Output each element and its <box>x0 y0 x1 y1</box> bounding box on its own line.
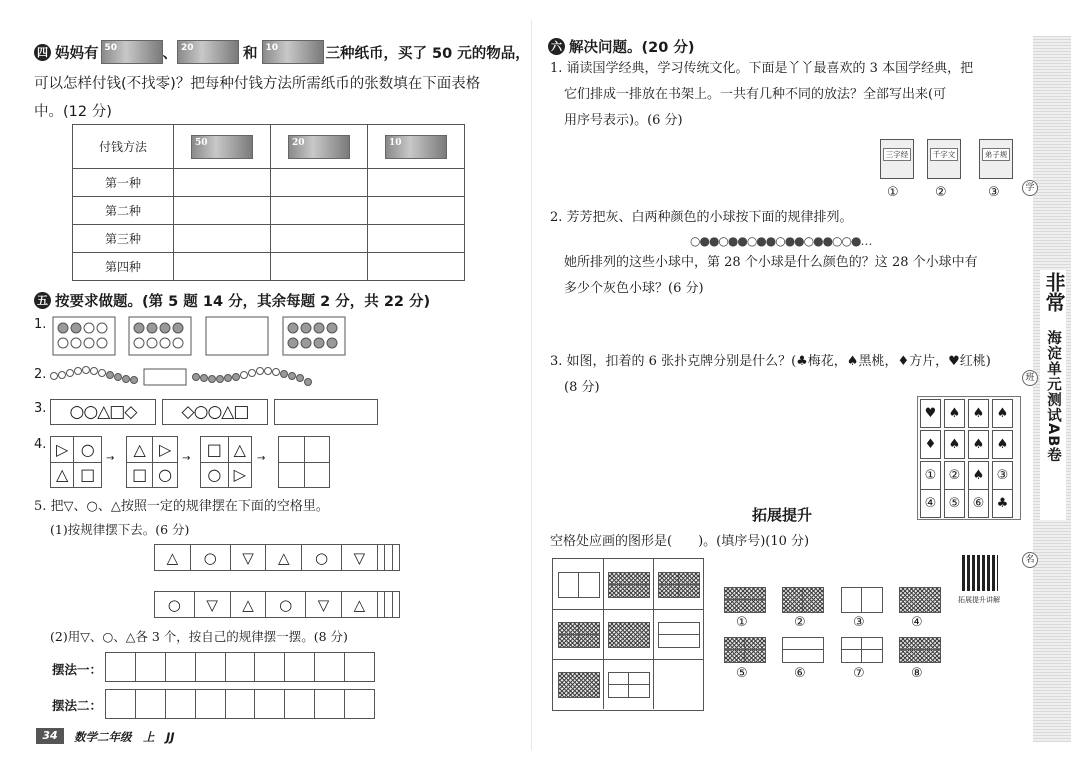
table-row-label: 第一种 <box>73 169 174 197</box>
book-dizigui <box>979 139 1013 179</box>
pattern-cell: △ <box>155 545 191 571</box>
table-header-method: 付钱方法 <box>73 125 174 169</box>
puzzle-grid <box>552 558 704 711</box>
q4-shape: ▷ <box>153 437 178 463</box>
option-6-pattern[interactable] <box>782 637 824 663</box>
option-7-label: ⑦ <box>853 666 865 681</box>
pattern-cell: ▽ <box>306 592 342 618</box>
option-5-pattern[interactable] <box>724 637 766 663</box>
puzzle-cell <box>653 609 703 660</box>
q4-shape: ○ <box>74 437 102 463</box>
q4-grid-a <box>50 436 102 488</box>
table-header-50 <box>174 125 271 169</box>
q2-bead-chain <box>48 362 318 392</box>
bill-20-icon: 20 <box>288 135 350 159</box>
way1-label: 摆法一： <box>52 662 103 677</box>
pattern-plain <box>608 672 650 698</box>
q4-shape: ○ <box>153 462 178 488</box>
option-8-label: ⑧ <box>911 666 923 681</box>
book-title: 三字经 <box>883 148 911 161</box>
puzzle-cell <box>603 559 654 610</box>
section-4-badge: 四 <box>34 44 51 61</box>
arrow-icon: → <box>257 453 266 464</box>
puzzle-cell <box>603 659 654 709</box>
q5a-row-1 <box>154 544 400 571</box>
bill-50-icon: 50 <box>101 40 163 64</box>
puzzle-cell <box>553 659 604 709</box>
q5b-text: (2)用▽、○、△各 3 个，按自己的规律摆一摆。(8 分) <box>50 629 348 644</box>
pattern-answer-cell[interactable] <box>377 545 384 571</box>
bill-10-icon: 10 <box>262 40 324 64</box>
pattern-crosshatch <box>658 572 700 598</box>
puzzle-answer-cell[interactable] <box>653 659 703 709</box>
option-4-label: ④ <box>911 615 923 630</box>
book-number: ③ <box>988 185 1000 200</box>
qr-label: 拓展提升讲解 <box>958 596 1000 604</box>
book-number: ② <box>935 185 947 200</box>
card-facedown: ④ <box>920 489 941 518</box>
answer-cell[interactable] <box>368 197 465 225</box>
q3-number: 3. <box>34 401 47 416</box>
q4-shape: ▷ <box>228 462 251 488</box>
pattern-cell: ▽ <box>194 592 230 618</box>
q4-shape: ▷ <box>51 437 74 463</box>
option-5-label: ⑤ <box>736 666 748 681</box>
problem-3-line1: 3. 如图，扣着的 6 张扑克牌分别是什么？(♣梅花，♠黑桃，♦方片，♥红桃) <box>550 354 991 369</box>
binding-mark: 名 <box>1022 552 1038 568</box>
q4-grid-b <box>126 436 178 488</box>
table-row-label: 第二种 <box>73 197 174 225</box>
q3-answer-box[interactable] <box>274 399 378 425</box>
section-5-title <box>34 290 430 311</box>
problem-2-body <box>564 250 978 302</box>
option-1-pattern[interactable] <box>724 587 766 613</box>
card-facedown: ⑥ <box>968 489 989 518</box>
bill-20-icon: 20 <box>177 40 239 64</box>
card-spade: ♠ <box>992 430 1013 459</box>
option-2-pattern[interactable] <box>782 587 824 613</box>
section-6-title <box>548 36 694 57</box>
q4-grid-c <box>200 436 252 488</box>
answer-cell[interactable] <box>368 225 465 253</box>
answer-cell[interactable] <box>271 169 368 197</box>
table-row-label: 第四种 <box>73 253 174 281</box>
book-title: 弟子规 <box>982 148 1010 161</box>
card-facedown: ① <box>920 461 941 490</box>
q4-answer-grid[interactable] <box>278 436 330 488</box>
option-8-pattern[interactable] <box>899 637 941 663</box>
bill-10-icon: 10 <box>385 135 447 159</box>
qr-code-icon[interactable] <box>962 555 998 591</box>
problem-2 <box>550 205 853 231</box>
option-1-label: ① <box>736 615 748 630</box>
q4-shape: △ <box>228 437 251 463</box>
pattern-crosshatch <box>558 672 600 698</box>
q4-shape: □ <box>127 462 153 488</box>
card-spade: ♠ <box>992 399 1013 428</box>
q4-shape: △ <box>127 437 153 463</box>
problem-1 <box>550 56 973 134</box>
book-title: 千字文 <box>930 148 958 161</box>
answer-cell[interactable] <box>368 169 465 197</box>
puzzle-cell <box>553 559 604 610</box>
section-4-line3: 中。(12 分) <box>34 104 112 120</box>
extension-question: 空格处应画的图形是( )。(填序号)(10 分) <box>550 534 810 549</box>
pattern-answer-cell[interactable] <box>385 545 392 571</box>
q2-number: 2. <box>34 367 47 382</box>
series-title: 海淀单元测试AB卷 <box>1045 330 1061 463</box>
section-6-badge: 六 <box>548 38 565 55</box>
section-4-line2: 可以怎样付钱(不找零)？把每种付钱方法所需纸币的张数填在下面表格 <box>34 76 481 92</box>
q1-number: 1. <box>34 317 47 332</box>
pattern-cell: ▽ <box>230 545 266 571</box>
problem-3-line2: (8 分) <box>564 380 600 395</box>
separator: 、 <box>162 45 177 62</box>
way2-row[interactable] <box>105 689 375 719</box>
problem-1-line2: 它们排成一排放在书架上。一共有几种不同的放法？全部写出来(可 <box>564 87 947 102</box>
q1-dot-pattern <box>52 316 392 358</box>
pattern-cell: △ <box>266 545 302 571</box>
problem-1-line3: 用序号表示)。(6 分) <box>564 113 683 128</box>
problem-1-line1: 1. 诵读国学经典，学习传统文化。下面是丫丫最喜欢的 3 本国学经典，把 <box>550 61 974 76</box>
option-4-pattern[interactable] <box>899 587 941 613</box>
book-sanzijing <box>880 139 914 179</box>
card-spade: ♠ <box>968 399 989 428</box>
puzzle-cell <box>553 609 604 660</box>
option-3-label: ③ <box>853 615 865 630</box>
option-3-pattern[interactable] <box>841 587 883 613</box>
q5a-text: (1)按规律摆下去。(6 分) <box>50 522 190 537</box>
pattern-cell: ○ <box>155 592 195 618</box>
pattern-cell: △ <box>230 592 266 618</box>
q3-shape-group-a: ○○△□◇ <box>50 399 156 425</box>
answer-cell[interactable] <box>271 197 368 225</box>
pattern-cell: ○ <box>266 592 306 618</box>
q3-shape-group-b: ◇○○△□ <box>162 399 268 425</box>
q4-shape: ○ <box>201 462 229 488</box>
answer-cell[interactable] <box>174 225 271 253</box>
pattern-cell: ▽ <box>341 545 377 571</box>
pattern-answer-cell[interactable] <box>377 592 384 618</box>
answer-cell[interactable] <box>271 225 368 253</box>
puzzle-cell <box>603 609 654 660</box>
q4-number: 4. <box>34 437 47 452</box>
answer-cell[interactable] <box>174 169 271 197</box>
pattern-answer-cell[interactable] <box>392 545 399 571</box>
page-number: 34 <box>36 728 64 744</box>
pattern-crosshatch <box>608 572 650 598</box>
section-5-text: 按要求做题。(第 5 题 14 分，其余每题 2 分，共 22 分) <box>55 294 431 310</box>
q4-shape: △ <box>51 462 74 488</box>
pattern-cell: ○ <box>302 545 342 571</box>
card-diamond: ♦ <box>920 430 941 459</box>
way1-row[interactable] <box>105 652 375 682</box>
answer-cell[interactable] <box>271 253 368 281</box>
book-qianziwen <box>927 139 961 179</box>
brand-logo: 非常 <box>1042 272 1066 312</box>
option-6-label: ⑥ <box>794 666 806 681</box>
option-2-label: ② <box>794 615 806 630</box>
pattern-plain <box>658 622 700 648</box>
ball-sequence: ○●●○●●○●●○●●○●●○○●… <box>690 234 872 248</box>
payment-table <box>72 124 465 281</box>
card-facedown: ③ <box>992 461 1013 490</box>
card-heart: ♥ <box>920 399 941 428</box>
q1-answer-box <box>206 317 268 355</box>
section-6-text: 解决问题。(20 分) <box>569 40 695 56</box>
q4-shape: □ <box>74 462 102 488</box>
section-5-badge: 五 <box>34 292 51 309</box>
q4-shape: □ <box>201 437 229 463</box>
pattern-crosshatch <box>558 622 600 648</box>
answer-cell[interactable] <box>174 197 271 225</box>
section-4-text-b: 三种纸币，买了 50 元的物品， <box>325 45 530 62</box>
pattern-cell: ○ <box>190 545 230 571</box>
way2-label: 摆法二： <box>52 698 103 713</box>
puzzle-cell <box>653 559 703 610</box>
pattern-answer-cell[interactable] <box>392 592 399 618</box>
section-4-text-a: 妈妈有 <box>55 45 99 62</box>
answer-cell[interactable] <box>174 253 271 281</box>
table-header-10 <box>368 125 465 169</box>
and-text: 和 <box>243 45 258 62</box>
extension-title: 拓展提升 <box>752 506 813 524</box>
answer-cell[interactable] <box>368 253 465 281</box>
book-number: ① <box>887 185 899 200</box>
pattern-answer-cell[interactable] <box>385 592 392 618</box>
option-7-pattern[interactable] <box>841 637 883 663</box>
binding-mark: 学 <box>1022 180 1038 196</box>
problem-3 <box>550 349 991 401</box>
pattern-cell: △ <box>341 592 377 618</box>
card-spade: ♠ <box>968 461 989 490</box>
pattern-plain <box>558 572 600 598</box>
table-row-label: 第三种 <box>73 225 174 253</box>
binding-mark: 班 <box>1022 370 1038 386</box>
footer-subject: 数学二年级 上 JJ <box>74 730 175 744</box>
q5a-row-2 <box>154 591 400 618</box>
problem-2-line1: 2. 芳芳把灰、白两种颜色的小球按下面的规律排列。 <box>550 210 853 225</box>
card-facedown: ② <box>944 461 965 490</box>
card-spade: ♠ <box>968 430 989 459</box>
problem-2-line2: 她所排列的这些小球中，第 28 个小球是什么颜色的？这 28 个小球中有 <box>564 255 978 270</box>
card-spade: ♠ <box>944 399 965 428</box>
card-facedown: ⑤ <box>944 489 965 518</box>
arrow-icon: → <box>182 453 191 464</box>
section-4-line1 <box>34 40 530 64</box>
q5-text: 5. 把▽、○、△按照一定的规律摆在下面的空格里。 <box>34 499 329 514</box>
bill-50-icon: 50 <box>191 135 253 159</box>
table-header-20 <box>271 125 368 169</box>
card-spade: ♠ <box>944 430 965 459</box>
arrow-icon: → <box>106 453 115 464</box>
card-club: ♣ <box>992 489 1013 518</box>
page-divider <box>531 20 532 750</box>
problem-2-line3: 多少个灰色小球？(6 分) <box>564 281 704 296</box>
pattern-crosshatch <box>608 622 650 648</box>
